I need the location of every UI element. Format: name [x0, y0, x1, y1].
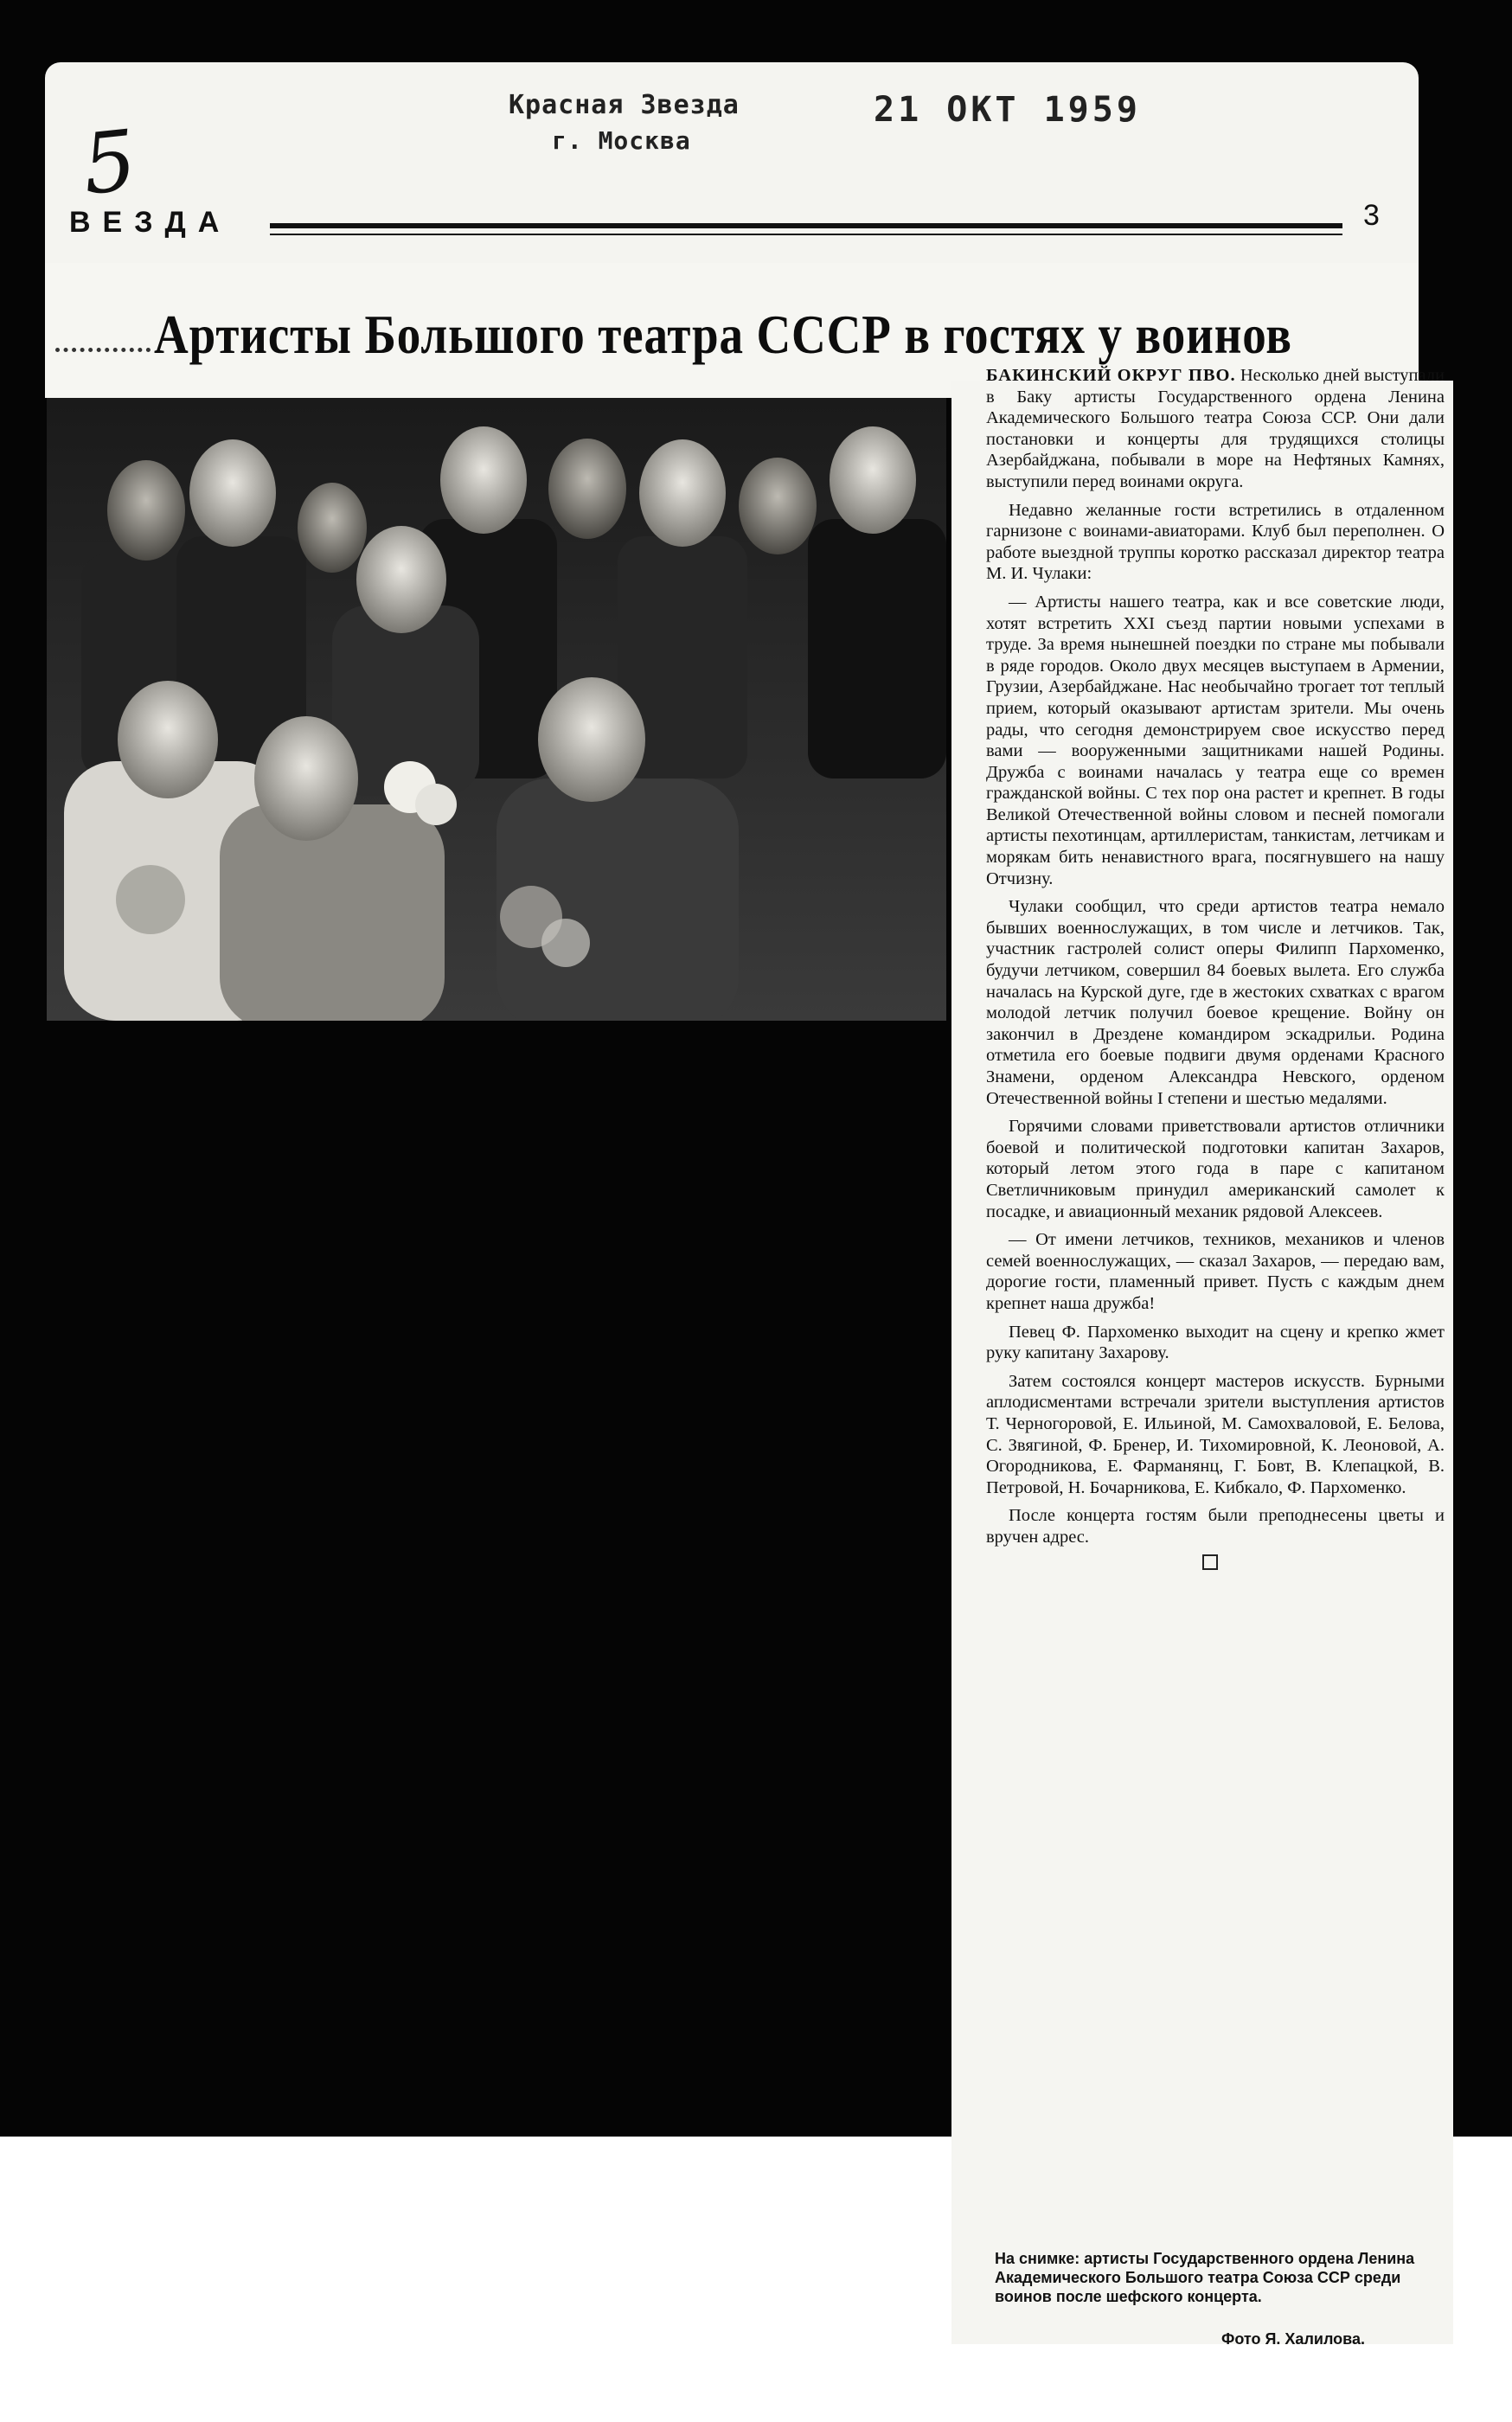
article-paragraph: — Артисты нашего театра, как и все советские люди, хотят встретить XXI съезд партии новыми успехами в труде. За время нынешней поездки по стране мы побывали в ряде городов. Около двух месяцев выступаем в Армении, Грузии, Азербайджане. Нас необычайно трогает тот теплый прием, который оказывают артистам зрители. Мы очень рады, что сегодня демонстрируем свое искусство перед вами — вооруженными защитниками нашей Родины. Дружба с воинами началась у театра еще со времен гражданской войны. С тех пор она растет и крепнет. В годы Великой Отечественной войны словом и песней помогали артисты пехотинцам, артиллеристам, танкистам, летчикам и морякам бить ненавистного врага, посягнувшего на нашу Отчизну. — [986, 592, 1445, 888]
group-photo — [47, 398, 946, 1021]
dateline: БАКИНСКИЙ ОКРУГ ПВО. — [986, 366, 1236, 385]
article-paragraph: Затем состоялся концерт мастеров искусств. Бурными аплодисментами встречали зрители выступления артистов Т. Черногоровой, Е. Ильиной, М. Самохваловой, Е. Белова, С. Звягиной, Ф. Бренер, И. Тихомировной, К. Леоновой, А. Огородникова, Е. Фарманянц, Г. Бовт, В. Клепацкой, В. Петровой, Н. Бочарникова, Е. Кибкало, Ф. Пархоменко. — [986, 1371, 1445, 1497]
article-paragraph: БАКИНСКИЙ ОКРУГ ПВО. Несколько дней выступали в Баку артисты Государственного ордена Ленина Академического Большого театра Союза ССР. Они дали постановки и концерты для трудящихся столицы Азербайджана, побывали в море на Нефтяных Камнях, выступили перед воинами округа. — [986, 366, 1445, 491]
article-paragraph: Горячими словами приветствовали артистов отличники боевой и политической подготовки капитан Захаров, который летом этого года в паре с капитаном Светличниковым принудил американский самолет к посадке, и авиационный механик рядовой Алексеев. — [986, 1117, 1445, 1221]
article-paragraph: Певец Ф. Пархоменко выходит на сцену и крепко жмет руку капитану Захарову. — [986, 1322, 1445, 1363]
group-photo-image — [47, 398, 946, 1021]
article-paragraph: Недавно желанные гости встретились в отдаленном гарнизоне с воинами-авиаторами. Клуб был переполнен. О работе выездной труппы коротко рассказал директор театра М. И. Чулаки: — [986, 500, 1445, 584]
photo-credit: Фото Я. Халилова. — [1221, 2330, 1365, 2348]
masthead-rule — [270, 223, 1342, 228]
date-stamp: 21 ОКТ 1959 — [874, 90, 1141, 130]
handwritten-number: 5 — [78, 112, 141, 214]
page-number: 3 — [1363, 199, 1380, 232]
article-paragraph: После концерта гостям были преподнесены цветы и вручен адрес. — [986, 1506, 1445, 1547]
masthead-rule-thin — [270, 234, 1342, 235]
article-body — [986, 365, 1445, 1570]
headline: Артисты Большого театра СССР в гостях у воинов — [154, 304, 1292, 365]
article-end-mark — [1202, 1554, 1218, 1570]
photo-caption: На снимке: артисты Государственного ордена Ленина Академического Большого театра Союза ССР среди воинов после шефского концерта. — [995, 2250, 1415, 2305]
article-paragraph: — От имени летчиков, техников, механиков и членов семей военнослужащих, — сказал Захаров, — передаю вам, дорогие гости, пламенный привет. Пусть с каждым днем крепнет наша дружба! — [986, 1230, 1445, 1313]
masthead: ВЕЗДА — [69, 206, 232, 239]
scan-blank-area — [0, 2137, 969, 2422]
article-paragraph: Чулаки сообщил, что среди артистов театра немало бывших военнослужащих, в том числе и летчиков. Так, участник гастролей солист оперы Филипп Пархоменко, будучи летчиком, совершил 84 боевых вылета. Его служба началась на Курской дуге, где в жестоких схватках с врагом молодой летчик получил боевое крещение. Войну он закончил в Дрездене командиром эскадрильи. Родина отметила его боевые подвиги двумя орденами Красного Знамени, орденом Александра Невского, орденом Отечественной войны I степени и шестью медалями. — [986, 897, 1445, 1108]
newspaper-stamp: Красная Звезда — [509, 90, 740, 120]
city-stamp: г. Москва — [552, 126, 691, 155]
headline-dotted-rule — [55, 348, 151, 352]
